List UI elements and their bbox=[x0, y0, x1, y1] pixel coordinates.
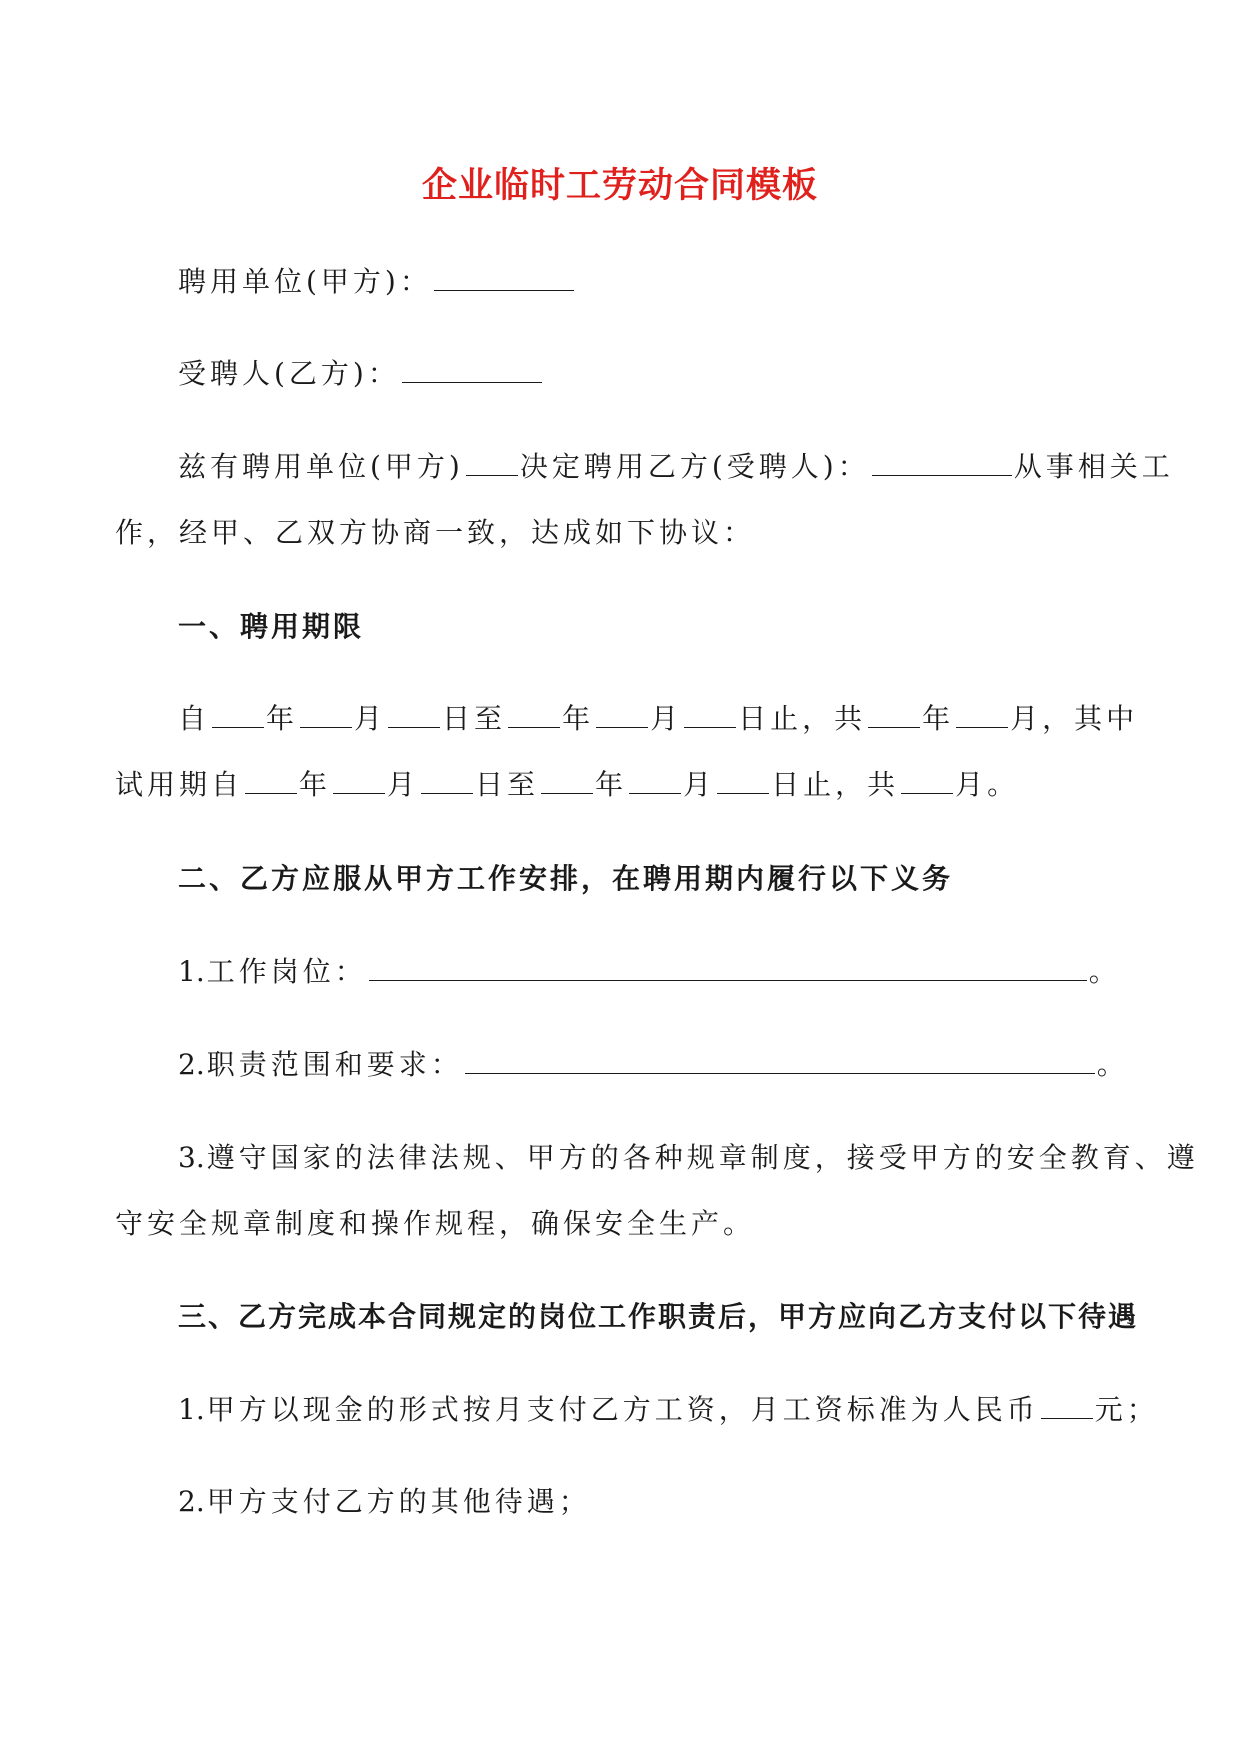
day-to-label: 日至 bbox=[442, 702, 507, 735]
term-line-2 bbox=[115, 765, 1125, 805]
currency-unit: 元； bbox=[1094, 1393, 1159, 1426]
item-number: 1. bbox=[178, 955, 205, 988]
month-comma-label: 月，其中 bbox=[1010, 702, 1139, 735]
party-b-line bbox=[178, 354, 1188, 394]
month-period-label: 月。 bbox=[955, 768, 1020, 801]
item-number: 1. bbox=[178, 1393, 205, 1426]
trial-end-year-blank[interactable] bbox=[541, 767, 593, 794]
year-label: 年 bbox=[299, 768, 332, 801]
party-b-label: 受聘人(乙方)： bbox=[178, 357, 400, 390]
start-day-blank[interactable] bbox=[388, 701, 440, 728]
party-b-blank[interactable] bbox=[402, 356, 542, 383]
intro-blank-2[interactable] bbox=[872, 449, 1012, 476]
party-a-line bbox=[178, 262, 1188, 302]
responsibility-label: 职责范围和要求： bbox=[206, 1048, 463, 1081]
intro-line-2: 作，经甲、乙双方协商一致，达成如下协议： bbox=[115, 516, 756, 549]
month-label: 月 bbox=[650, 702, 683, 735]
term-from: 自 bbox=[178, 702, 211, 735]
trial-total-months-blank[interactable] bbox=[901, 767, 953, 794]
pay-item-1 bbox=[178, 1390, 1188, 1430]
month-label: 月 bbox=[387, 768, 420, 801]
year-label: 年 bbox=[266, 702, 299, 735]
job-position-label: 工作岗位： bbox=[206, 955, 367, 988]
duty-item-3 bbox=[178, 1138, 1199, 1178]
duty-item-2 bbox=[178, 1045, 1188, 1085]
trial-end-day-blank[interactable] bbox=[717, 767, 769, 794]
trial-start-month-blank[interactable] bbox=[333, 767, 385, 794]
trial-start-year-blank[interactable] bbox=[245, 767, 297, 794]
section-3-heading: 三、乙方完成本合同规定的岗位工作职责后，甲方应向乙方支付以下待遇 bbox=[178, 1300, 1139, 1333]
salary-text: 甲方以现金的形式按月支付乙方工资，月工资标准为人民币 bbox=[206, 1393, 1039, 1426]
term-end-label: 日止，共 bbox=[738, 702, 867, 735]
term-line-1 bbox=[178, 699, 1188, 739]
duty-item-1 bbox=[178, 952, 1188, 992]
other-benefits-text: 甲方支付乙方的其他待遇； bbox=[206, 1485, 591, 1518]
job-position-blank[interactable] bbox=[369, 954, 1087, 981]
total-years-blank[interactable] bbox=[868, 701, 920, 728]
section-1-heading: 一、聘用期限 bbox=[178, 610, 365, 643]
year-label: 年 bbox=[595, 768, 628, 801]
intro-text-1: 兹有聘用单位(甲方) bbox=[178, 450, 464, 483]
start-month-blank[interactable] bbox=[300, 701, 352, 728]
document-title: 企业临时工劳动合同模板 bbox=[421, 165, 818, 206]
year-label: 年 bbox=[922, 702, 955, 735]
end-day-blank[interactable] bbox=[684, 701, 736, 728]
pay-item-2 bbox=[178, 1482, 1188, 1522]
intro-blank-1[interactable] bbox=[466, 449, 518, 476]
trial-end-label: 日止，共 bbox=[771, 768, 900, 801]
end-month-blank[interactable] bbox=[596, 701, 648, 728]
item-number: 2. bbox=[178, 1485, 205, 1518]
party-a-blank[interactable] bbox=[434, 264, 574, 291]
party-a-label: 聘用单位(甲方)： bbox=[178, 265, 432, 298]
intro-text-3: 从事相关工 bbox=[1013, 450, 1174, 483]
intro-line-1 bbox=[178, 447, 1188, 487]
item-number: 3. bbox=[178, 1141, 205, 1174]
year-label: 年 bbox=[562, 702, 595, 735]
salary-amount-blank[interactable] bbox=[1041, 1392, 1093, 1419]
total-months-blank[interactable] bbox=[956, 701, 1008, 728]
section-2-heading: 二、乙方应服从甲方工作安排，在聘用期内履行以下义务 bbox=[178, 862, 954, 895]
period-mark: 。 bbox=[1088, 955, 1121, 988]
item-number: 2. bbox=[178, 1048, 205, 1081]
end-year-blank[interactable] bbox=[508, 701, 560, 728]
month-label: 月 bbox=[683, 768, 716, 801]
day-to-label: 日至 bbox=[475, 768, 540, 801]
trial-start-day-blank[interactable] bbox=[421, 767, 473, 794]
trial-end-month-blank[interactable] bbox=[629, 767, 681, 794]
month-label: 月 bbox=[354, 702, 387, 735]
period-mark: 。 bbox=[1096, 1048, 1129, 1081]
trial-from: 试用期自 bbox=[115, 768, 244, 801]
responsibility-blank[interactable] bbox=[465, 1047, 1095, 1074]
duty-item-3-text: 遵守国家的法律法规、甲方的各种规章制度，接受甲方的安全教育、遵 bbox=[206, 1141, 1199, 1174]
start-year-blank[interactable] bbox=[212, 701, 264, 728]
intro-text-2: 决定聘用乙方(受聘人)： bbox=[519, 450, 870, 483]
duty-item-3-line-2: 守安全规章制度和操作规程，确保安全生产。 bbox=[115, 1207, 756, 1240]
